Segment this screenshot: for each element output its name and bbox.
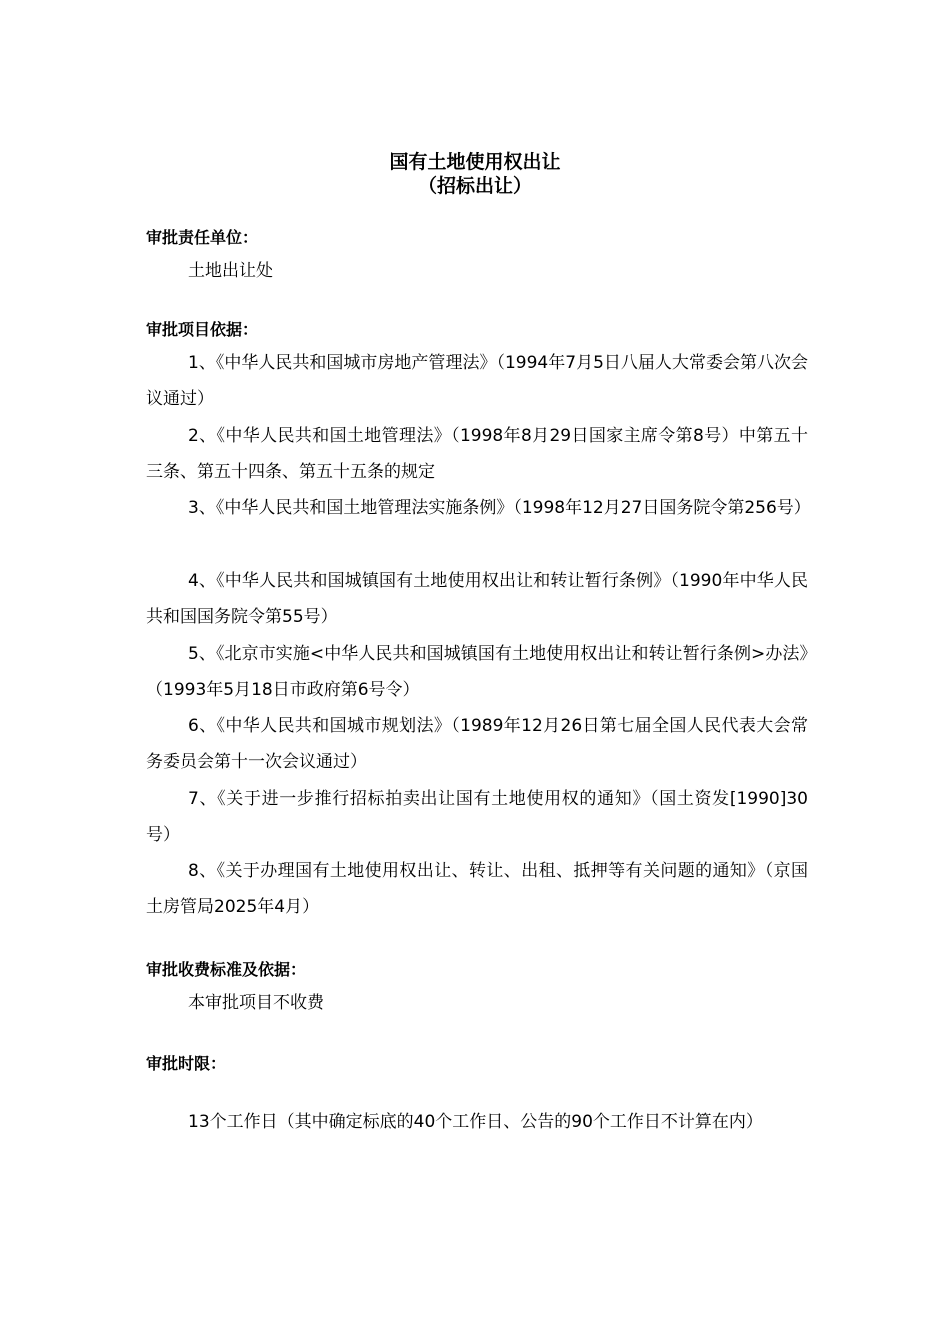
basis-item-8: 8、《关于办理国有土地使用权出让、转让、出租、抵押等有关问题的通知》（京国土房管局2025年4月） xyxy=(146,861,808,917)
unit-content: 土地出让处 xyxy=(188,261,273,281)
basis-item-6: 6、《中华人民共和国城市规划法》（1989年12月26日第七届全国人民代表大会常务委员会第十一次会议通过） xyxy=(146,716,808,772)
basis-item-2: 2、《中华人民共和国土地管理法》（1998年8月29日国家主席令第8号）中第五十三条、第五十四条、第五十五条的规定 xyxy=(146,426,808,482)
time-content: 13个工作日（其中确定标底的40个工作日、公告的90个工作日不计算在内） xyxy=(188,1112,763,1132)
basis-item-4: 4、《中华人民共和国城镇国有土地使用权出让和转让暂行条例》（1990年中华人民共和国国务院令第55号） xyxy=(146,571,808,627)
basis-item-7: 7、《关于进一步推行招标拍卖出让国有土地使用权的通知》（国土资发[1990]30号） xyxy=(146,789,808,845)
basis-item-3: 3、《中华人民共和国土地管理法实施条例》（1998年12月27日国务院令第256号） xyxy=(188,498,811,518)
fee-heading: 审批收费标准及依据： xyxy=(146,960,307,979)
unit-heading: 审批责任单位： xyxy=(146,228,259,247)
document-title: 国有土地使用权出让 xyxy=(389,151,561,173)
fee-content: 本审批项目不收费 xyxy=(188,993,324,1013)
basis-item-1: 1、《中华人民共和国城市房地产管理法》（1994年7月5日八届人大常委会第八次会议通过） xyxy=(146,353,808,409)
basis-item-5: 5、《北京市实施<中华人民共和国城镇国有土地使用权出让和转让暂行条例>办法》（1993年5月18日市政府第6号令） xyxy=(146,644,808,700)
time-heading: 审批时限： xyxy=(146,1054,227,1073)
document-subtitle: （招标出让） xyxy=(417,175,532,197)
basis-heading: 审批项目依据： xyxy=(146,320,259,339)
